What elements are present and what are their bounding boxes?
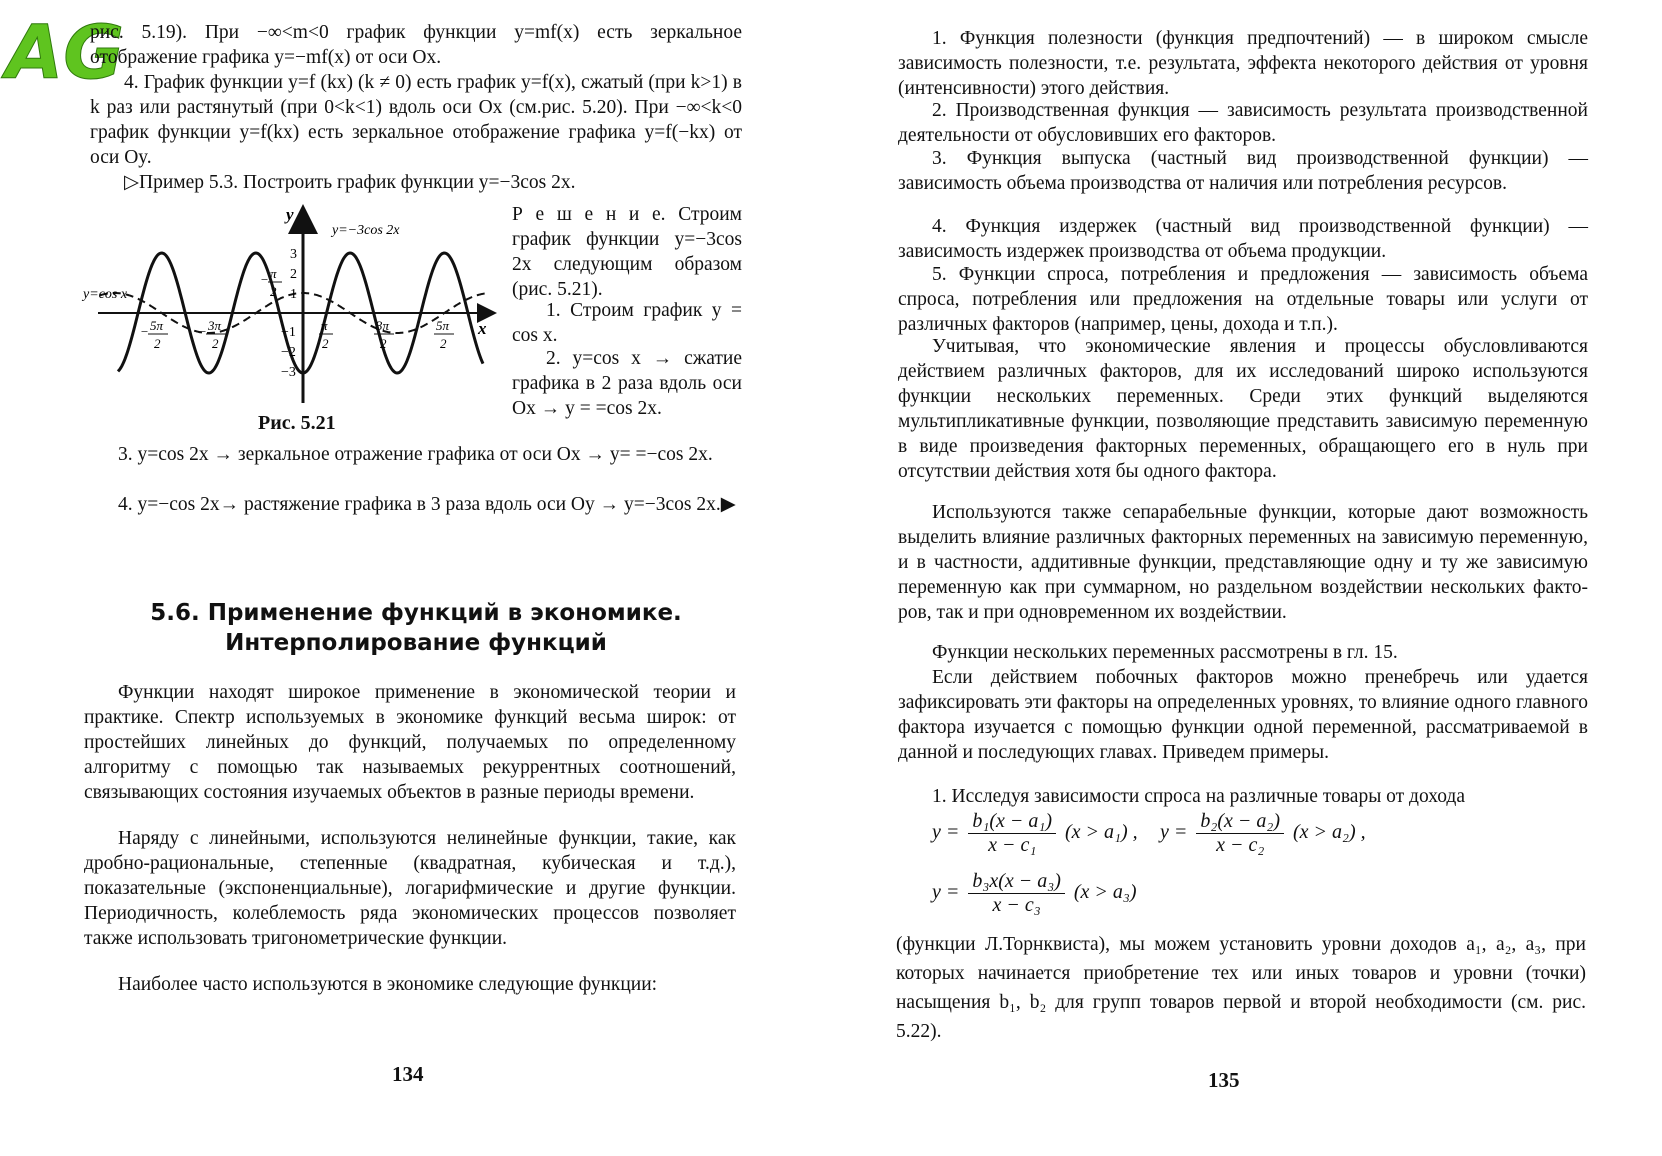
svg-text:2: 2	[154, 336, 161, 351]
right-paragraph-6: Учитывая, что экономические явления и процессы обусловливаются действием различных факторов, для их исследований широко используются функции нескольких переменных. Среди этих функций выделяются мультипликативные функции, позволяющие представить зависимую переменную в виде произведения факторных переменных, обращающего его в нуль при отсутствии действия хотя бы одного фактора.	[898, 336, 1588, 482]
formula-2: y = $\frac{\text{b₂(x − a₂)}}{\text{x − c₂}}$ (x > a₂) ,	[1160, 810, 1366, 856]
right-item-1: 1. Функция полезности (функция предпочтений) — в широком смысле зависимость полезности, т.е. результата, эффекта некоторого действия от уровня (интенсивности) этого действия.	[898, 28, 1588, 99]
svg-text:π: π	[270, 266, 277, 281]
curve-label-1: y=−3cos 2x	[332, 223, 400, 238]
y-tick-minus-2: −2	[281, 345, 296, 360]
svg-text:2: 2	[212, 336, 219, 351]
heading-line-2: Интерполирование функций	[225, 630, 607, 656]
svg-text:−: −	[198, 324, 207, 339]
svg-text:3π: 3π	[208, 318, 222, 333]
y-tick-2: 2	[290, 267, 297, 282]
formula-1: y = $\frac{\text{b₁(x − a₁)}}{\text{x − c₁}}$ (x > a₁) ,	[932, 810, 1138, 856]
formula-3: y = $\frac{\text{b₃x(x − a₃)}}{\text{x − c₃}}$ (x > a₃)	[932, 870, 1137, 916]
step-2: 2. y=cos x → сжатие графика в 2 раза вдоль оси Ox → y = =cos 2x.	[512, 348, 742, 419]
left-paragraph-3: Функции находят широкое применение в экономической теории и практике. Спектр используемых в экономике функций весьма широк: от простейших линейных до функций, получаемых по определенному алгоритму с помощью так называемых рекуррентных соотношений, связывающих состояния изучаемых объектов в разные периоды времени.	[84, 682, 736, 803]
right-paragraph-10: 1. Исследуя зависимости спроса на различные товары от дохода	[932, 786, 1466, 807]
left-paragraph-2: 4. График функции y=f (kx) (k ≠ 0) есть график y=f(x), сжатый (при k>1) в k раз или растянутый (при 0<k<1) вдоль оси Ox (см.рис. 5.20). При −∞<k<0 график функции y=f(kx) есть зеркальное отображение графика y=f(−kx) от оси Oy.	[90, 72, 742, 168]
step-3: 3. y=cos 2x → зеркальное отражение графика от оси Ox → y= =−cos 2x.	[118, 444, 713, 465]
right-item-4: 4. Функция издержек (частный вид производственной функции) — зависимость издержек производства от объема продукции.	[898, 216, 1588, 262]
left-page	[0, 0, 820, 1156]
step-4: 4. y=−cos 2x→ растяжение графика в 3 раза вдоль оси Oy → y=−3cos 2x.▶	[118, 494, 736, 515]
left-paragraph-4: Наряду с линейными, используются нелинейные функции, такие, как дробно-рациональные, степенные (квадратная, кубическая и т.д.), показательные (экспоненциальные), логарифмические и другие функции. Периодичность, колеблемость ряда экономических процессов позволяет также использовать тригонометрические функции.	[84, 828, 736, 949]
figure-caption: Рис. 5.21	[258, 412, 336, 434]
logo-text: AG	[6, 10, 125, 96]
x-tick-5pi-2	[434, 318, 454, 351]
x-tick-pi-2	[319, 318, 333, 351]
right-paragraph-9: Если действием побочных факторов можно пренебречь или удается зафиксировать эти факторы на определенных уровнях, то влияние одного главного фактора изучается с помощью функции одной переменной, рассматриваемой в данной и последующих главах. Приведем примеры.	[898, 667, 1588, 763]
svg-text:−: −	[260, 272, 269, 287]
page-number-right: 135	[1208, 1068, 1240, 1092]
right-paragraph-8: Функции нескольких переменных рассмотрены в гл. 15.	[932, 642, 1398, 663]
step-1: 1. Строим график y = cos x.	[512, 300, 742, 346]
left-paragraph-1: рис. 5.19). При −∞<m<0 график функции y=mf(x) есть зеркальное отображение графика y=−mf(x) от оси Ox.	[90, 22, 742, 68]
svg-text:2: 2	[270, 284, 277, 299]
x-tick-minus-pi-2	[260, 266, 282, 299]
right-paragraph-7: Используются также сепарабельные функции, которые дают возможность выделить влияние различных факторных переменных на зависимую переменную, и в частности, аддитивные функции, представляющие одну и ту же зависимую переменную как при суммарном, но раздельном воздействии нескольких факторов, так и при одновременном их воздействии.	[898, 502, 1588, 623]
y-tick-minus-3: −3	[281, 365, 296, 380]
right-item-5: 5. Функции спроса, потребления и предложения — зависимость объема спроса, потребления или предложения на отдельные товары или услуги от различных факторов (например, цены, дохода и т.п.).	[898, 264, 1588, 335]
x-tick-3pi-2	[374, 318, 394, 351]
x-tick-minus-3pi-2	[198, 318, 226, 351]
left-paragraph-5: Наиболее часто используются в экономике следующие функции:	[118, 974, 658, 995]
solution-text: Р е ш е н и е. Строим график функции y=−3cos 2x следующим образом (рис. 5.21).	[512, 204, 742, 300]
y-tick-3: 3	[290, 247, 297, 262]
figure-5-21	[83, 205, 508, 408]
x-axis-label: x	[478, 319, 487, 338]
y-axis-label: y	[286, 205, 294, 224]
x-tick-minus-5pi-2	[140, 318, 168, 351]
svg-text:5π: 5π	[436, 318, 450, 333]
heading-line-1: 5.6. Применение функций в экономике.	[150, 600, 682, 626]
example-title: ▷Пример 5.3. Построить график функции y=−3cos 2x.	[124, 172, 576, 193]
right-item-3: 3. Функция выпуска (частный вид производственной функции) — зависимость объема производства от наличия или потребления ресурсов.	[898, 148, 1588, 194]
svg-text:π: π	[321, 318, 328, 333]
section-heading	[90, 598, 742, 658]
curve-label-2: y=cos x	[83, 287, 128, 302]
site-logo	[4, 6, 125, 96]
page-number-left: 134	[392, 1062, 424, 1086]
right-paragraph-11: (функции Л.Торнквиста), мы можем установить уровни доходов a₁, a₂, a₃, при которых начинается приобретение тех или иных товаров и уровни (точки) насыщения b₁, b₂ для групп товаров первой и второй необходимости (см. рис. 5.22).	[896, 934, 1586, 1042]
y-tick-1: 1	[290, 287, 297, 302]
svg-text:−: −	[140, 324, 149, 339]
svg-text:2: 2	[322, 336, 329, 351]
right-item-2: 2. Производственная функция — зависимость результата производственной деятельности от обусловивших его факторов.	[898, 100, 1588, 146]
svg-text:5π: 5π	[150, 318, 164, 333]
y-tick-minus-1: −1	[281, 325, 296, 340]
svg-text:3π: 3π	[376, 318, 390, 333]
svg-text:2: 2	[380, 336, 387, 351]
svg-text:2: 2	[440, 336, 447, 351]
right-page	[830, 0, 1662, 1156]
